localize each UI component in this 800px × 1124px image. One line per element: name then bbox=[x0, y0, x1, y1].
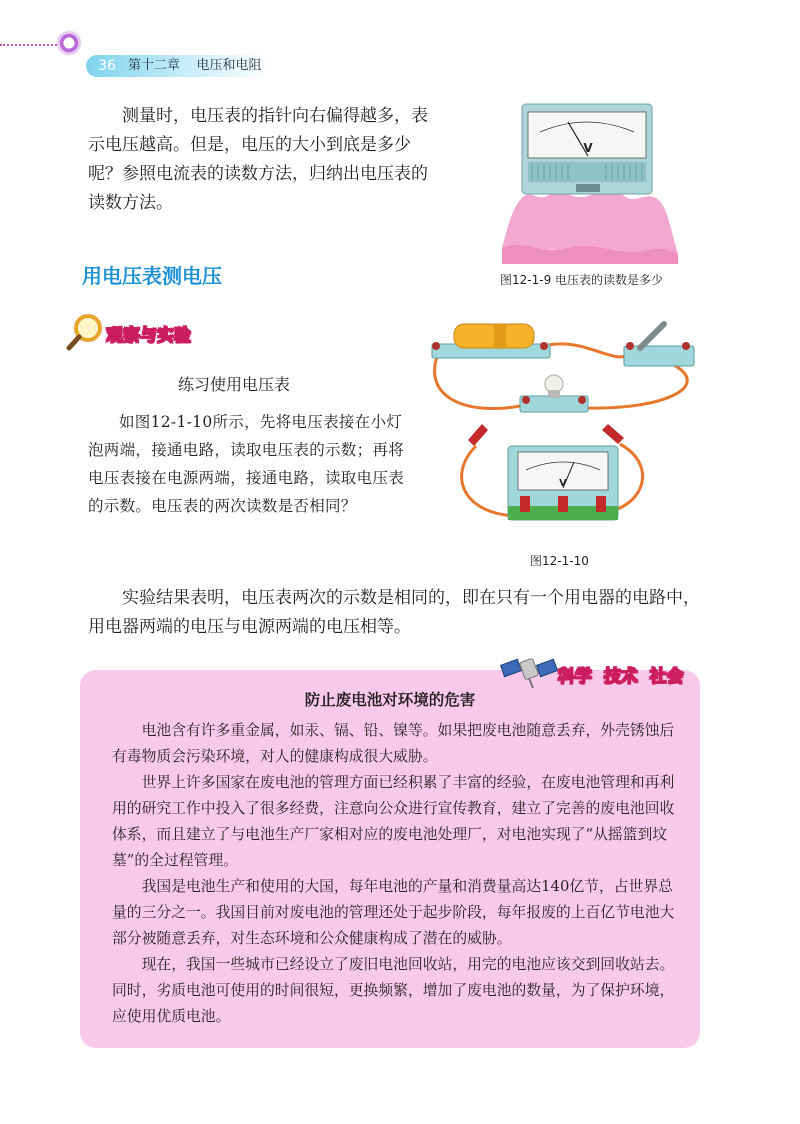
figure-2-caption: 图12-1-10 bbox=[530, 554, 589, 568]
page-number: 36 bbox=[98, 58, 116, 74]
meter-symbol-2: V bbox=[559, 478, 567, 489]
box-paragraph: 我国是电池生产和使用的大国，每年电池的产量和消费量高达140亿节，占世界总量的三分之一。我国目前对废电池的管理还处于起步阶段，每年报废的上百亿节电池大部分被随意丢弃，对生态环境和公众健康构成了潜在的威胁。 bbox=[112, 878, 675, 947]
activity-title: 练习使用电压表 bbox=[178, 375, 291, 394]
activity-text: 如图12-1-10所示，先将电压表接在小灯泡两端，接通电路，读取电压表的示数；再将电压表接在电源两端，接通电路，读取电压表的示数。电压表的两次读数是否相同？ bbox=[88, 413, 405, 515]
observe-label: 观察与实验 bbox=[106, 326, 191, 346]
chapter-title: 第十二章 电压和电阻 bbox=[128, 58, 262, 73]
box-paragraph: 现在，我国一些城市已经设立了废旧电池回收站，用完的电池应该交到回收站去。同时，劣质电池可使用的时间很短，更换频繁，增加了废电池的数量，为了保护环境，应使用优质电池。 bbox=[112, 956, 675, 1025]
circuit-figure bbox=[424, 316, 708, 540]
sts-label: 科学 技术 社会 bbox=[558, 667, 684, 687]
intro-text: 测量时，电压表的指针向右偏得越多，表示电压越高。但是，电压的大小到底是多少呢？参照电流表的读数方法，归纳出电压表的读数方法。 bbox=[88, 106, 428, 213]
box-body bbox=[112, 718, 682, 1030]
box-title: 防止废电池对环境的危害 bbox=[304, 691, 476, 709]
magnifier-icon bbox=[64, 312, 108, 352]
section-title: 用电压表测电压 bbox=[82, 264, 222, 288]
intro-paragraph bbox=[88, 102, 436, 218]
box-paragraph: 世界上许多国家在废电池的管理方面已经积累了丰富的经验，在废电池管理和再利用的研究工作中投入了很多经费，注意向公众进行宣传教育，建立了完善的废电池回收体系，而且建立了与电池生产厂家相对应的废电池处理厂，对电池实现了“从摇篮到坟墓”的全过程管理。 bbox=[112, 774, 675, 869]
meter-symbol-1: V bbox=[583, 141, 593, 155]
result-text: 实验结果表明，电压表两次的示数是相同的，即在只有一个用电器的电路中，用电器两端的电压与电源两端的电压相等。 bbox=[88, 588, 700, 637]
figure-1-caption: 图12-1-9 电压表的读数是多少 bbox=[500, 273, 664, 287]
header-decor-line bbox=[0, 44, 64, 46]
activity-paragraph bbox=[88, 408, 412, 520]
header-ring-icon bbox=[58, 32, 80, 54]
result-paragraph bbox=[88, 584, 700, 642]
voltmeter-figure bbox=[498, 98, 680, 264]
satellite-icon bbox=[500, 648, 558, 690]
box-paragraph: 电池含有许多重金属，如汞、镉、铅、镍等。如果把废电池随意丢弃，外壳锈蚀后有毒物质会污染环境，对人的健康构成很大威胁。 bbox=[112, 722, 675, 765]
